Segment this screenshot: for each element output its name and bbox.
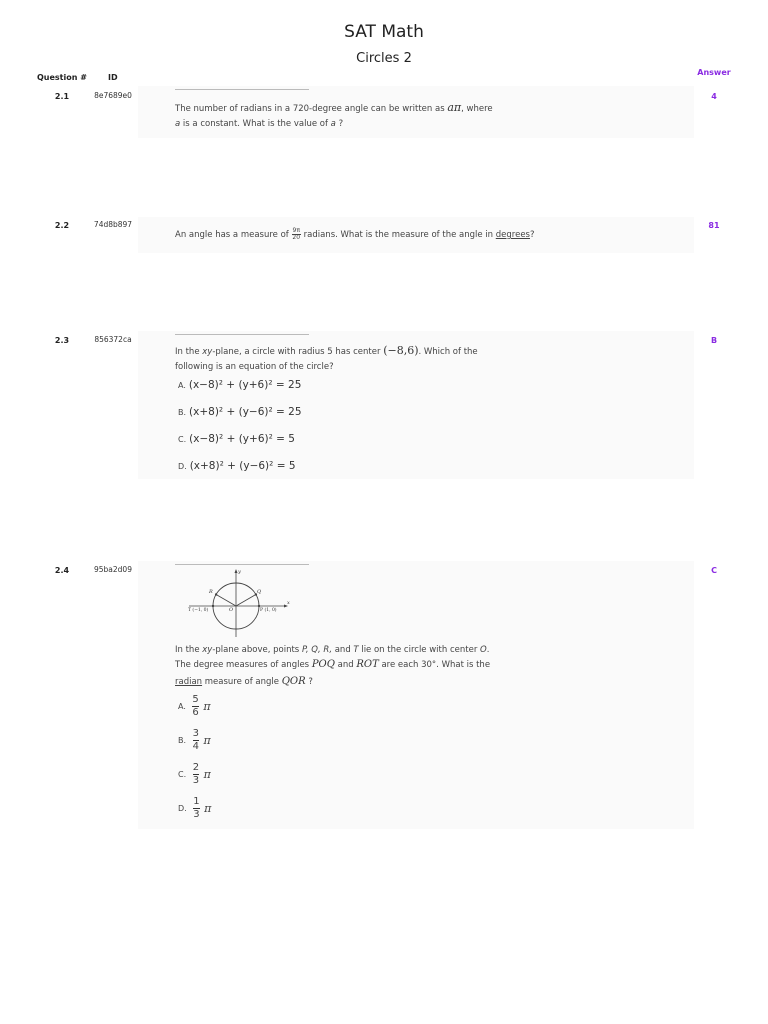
question-number: 2.4	[54, 566, 70, 575]
answer-option-d: D. (x+8)² + (y−6)² = 5	[178, 460, 296, 472]
question-text-line-1: In the xy-plane, a circle with radius 5 has center (−8,6). Which of the	[175, 344, 478, 357]
divider-rule	[175, 334, 309, 335]
page-subtitle: Circles 2	[356, 51, 412, 66]
question-answer: C	[711, 566, 717, 575]
answer-option-c: C. $\frac{2}{3}$ π	[178, 762, 211, 786]
answer-option-b: B. (x+8)² + (y−6)² = 25	[178, 406, 302, 418]
figure-label-p: P (1, 0)	[260, 608, 277, 613]
answer-option-a: A. (x−8)² + (y+6)² = 25	[178, 379, 302, 391]
answer-option-b: B. $\frac{3}{4}$ π	[178, 728, 211, 752]
question-text-line-1: In the xy-plane above, points P, Q, R, and T lie on the circle with center O.	[175, 645, 490, 655]
fraction: $\frac{2}{3}$	[192, 762, 200, 786]
figure-label-q: Q	[257, 589, 262, 595]
question-answer: B	[710, 336, 718, 345]
question-number: 2.3	[54, 336, 70, 345]
fraction: $\frac{3}{4}$	[192, 728, 199, 752]
figure-label-r: R	[209, 589, 213, 595]
question-text-line-3: radian measure of angle QOR ?	[175, 676, 313, 687]
fraction: $\frac{1}{3}$	[193, 796, 200, 820]
question-id: 856372ca	[94, 335, 132, 344]
question-text-line-2: a is a constant. What is the value of a ?	[175, 119, 344, 129]
fraction: $\frac{5}{6}$	[192, 694, 199, 718]
page-title: SAT Math	[344, 22, 424, 42]
fraction: $\frac{9\pi}{20}$	[292, 227, 301, 241]
question-id: 95ba2d09	[94, 565, 132, 574]
figure-label-y: y	[238, 569, 241, 575]
column-header-id: ID	[108, 73, 118, 82]
question-answer: 4	[711, 92, 717, 101]
figure-label-x: x	[287, 600, 290, 606]
column-header-answer: Answer	[697, 68, 731, 77]
question-id: 8e7689e0	[94, 91, 132, 100]
answer-option-c: C. (x−8)² + (y+6)² = 5	[178, 433, 295, 445]
question-text-line-1: The number of radians in a 720-degree angle can be written as aπ, where	[175, 101, 493, 114]
unit-circle-figure	[186, 567, 296, 639]
answer-option-d: D. $\frac{1}{3}$ π	[178, 796, 212, 820]
question-content	[138, 217, 694, 253]
question-content	[138, 561, 694, 829]
question-text-line-2: The degree measures of angles POQ and ROT are each 30°. What is the	[175, 659, 491, 670]
question-answer: 81	[708, 221, 720, 230]
answer-option-a: A. $\frac{5}{6}$ π	[178, 694, 211, 718]
question-number: 2.1	[54, 92, 70, 101]
question-text-line-1: An angle has a measure of $\frac{9\pi}{20}$ radians. What is the measure of the angle in degrees?	[175, 227, 535, 241]
question-text-line-2: following is an equation of the circle?	[175, 362, 334, 372]
question-content	[138, 331, 694, 479]
question-id: 74d8b897	[93, 220, 133, 229]
figure-label-t: T (−1, 0)	[188, 608, 209, 613]
question-content	[138, 86, 694, 138]
column-header-question: Question #	[37, 73, 87, 82]
question-number: 2.2	[54, 221, 70, 230]
figure-label-o: O	[229, 607, 234, 613]
divider-rule	[175, 89, 309, 90]
divider-rule	[175, 564, 309, 565]
